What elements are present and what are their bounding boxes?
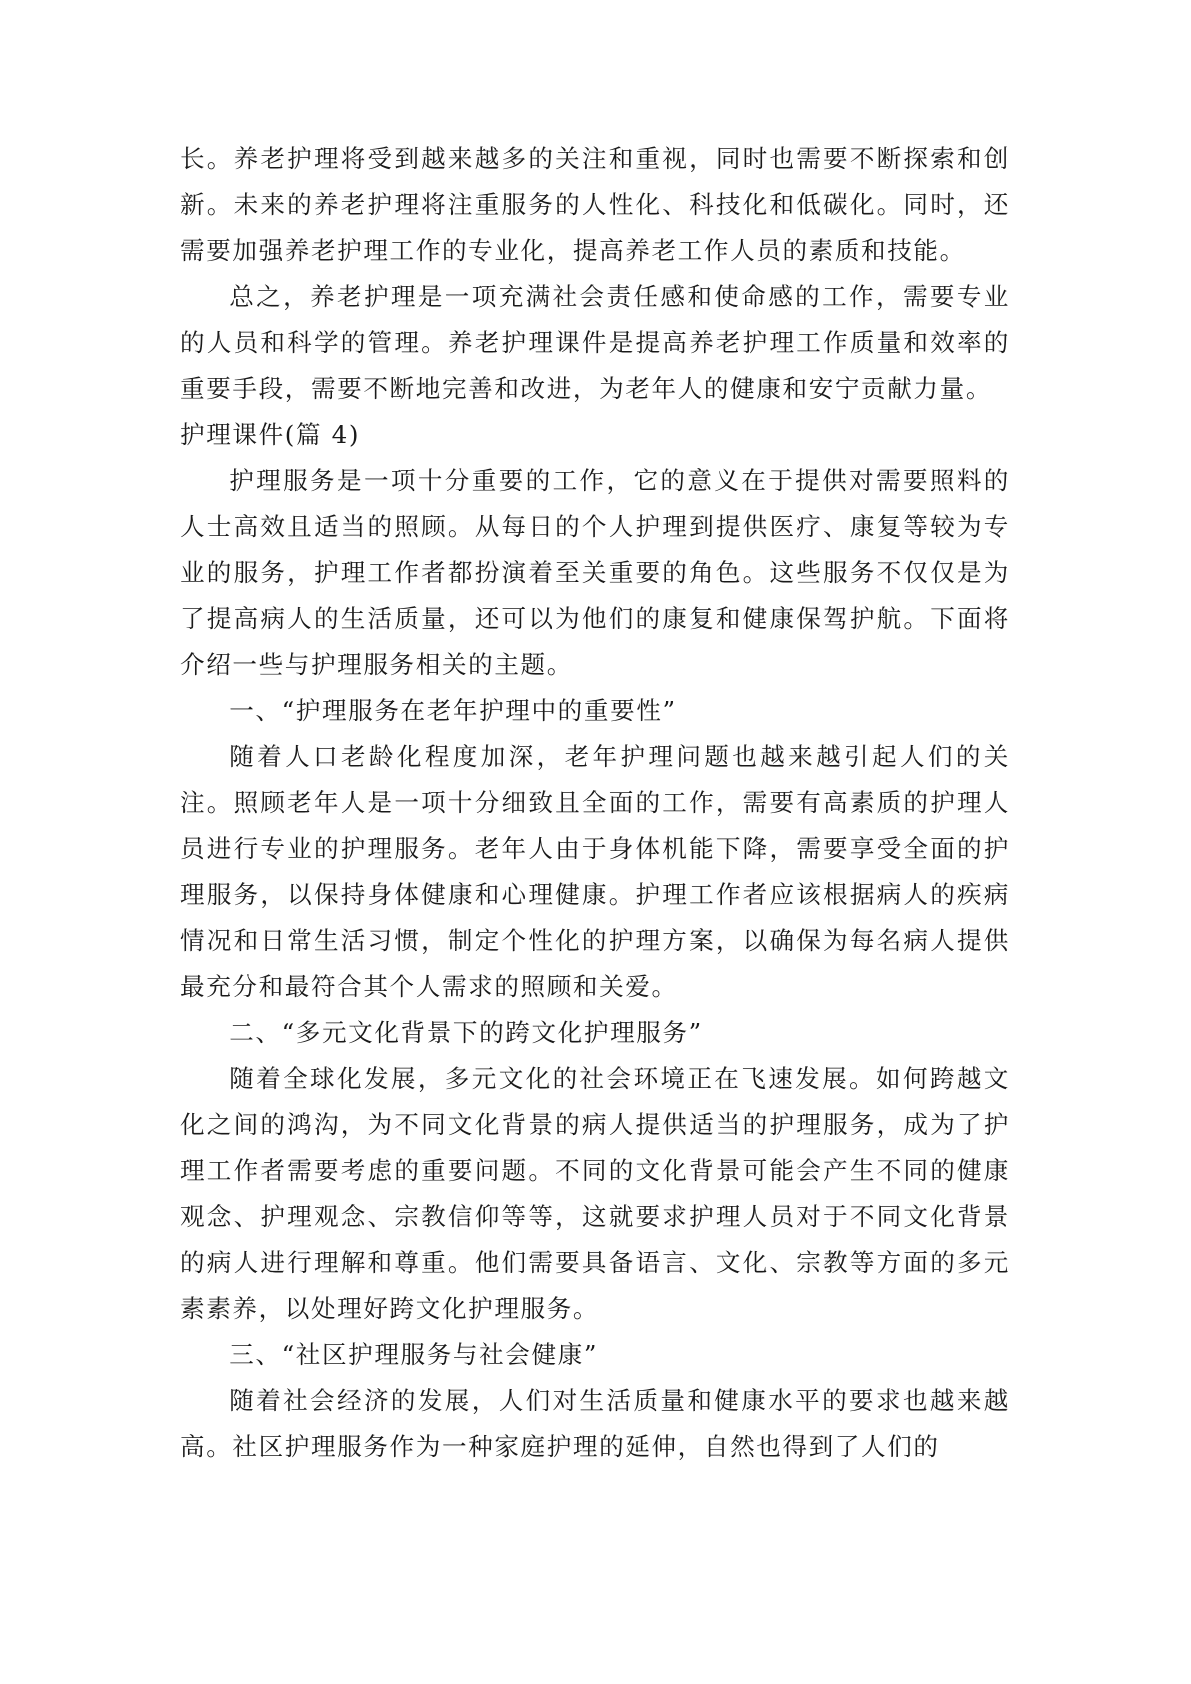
paragraph-intro: 护理服务是一项十分重要的工作，它的意义在于提供对需要照料的人士高效且适当的照顾。从每日的个人护理到提供医疗、康复等较为专业的服务，护理工作者都扮演着至关重要的角色。这些服务不仅仅是为了提高病人的生活质量，还可以为他们的康复和健康保驾护航。下面将介绍一些与护理服务相关的主题。 xyxy=(180,466,1010,679)
subheading-three: 三、“社区护理服务与社会健康” xyxy=(229,1340,599,1369)
paragraph-cross-cultural: 随着全球化发展，多元文化的社会环境正在飞速发展。如何跨越文化之间的鸿沟，为不同文化背景的病人提供适当的护理服务，成为了护理工作者需要考虑的重要问题。不同的文化背景可能会产生不同的健康观念、护理观念、宗教信仰等等，这就要求护理人员对于不同文化背景的病人进行理解和尊重。他们需要具备语言、文化、宗教等方面的多元素素养，以处理好跨文化护理服务。 xyxy=(180,1064,1010,1323)
subheading-one: 一、“护理服务在老年护理中的重要性” xyxy=(229,696,677,725)
paragraph-elderly-care: 随着人口老龄化程度加深，老年护理问题也越来越引起人们的关注。照顾老年人是一项十分细致且全面的工作，需要有高素质的护理人员进行专业的护理服务。老年人由于身体机能下降，需要享受全面的护理服务，以保持身体健康和心理健康。护理工作者应该根据病人的疾病情况和日常生活习惯，制定个性化的护理方案，以确保为每名病人提供最充分和最符合其个人需求的照顾和关爱。 xyxy=(180,742,1010,1001)
paragraph-community-care: 随着社会经济的发展，人们对生活质量和健康水平的要求也越来越高。社区护理服务作为一种家庭护理的延伸，自然也得到了人们的 xyxy=(180,1386,1010,1461)
paragraph-summary: 总之，养老护理是一项充满社会责任感和使命感的工作，需要专业的人员和科学的管理。养老护理课件是提高养老护理工作质量和效率的重要手段，需要不断地完善和改进，为老年人的健康和安宁贡献力量。 xyxy=(180,282,1010,403)
subheading-two: 二、“多元文化背景下的跨文化护理服务” xyxy=(229,1018,703,1047)
section-heading: 护理课件(篇 4) xyxy=(180,420,361,449)
document-body xyxy=(180,136,1010,1470)
paragraph-continuation: 长。养老护理将受到越来越多的关注和重视，同时也需要不断探索和创新。未来的养老护理将注重服务的人性化、科技化和低碳化。同时，还需要加强养老护理工作的专业化，提高养老工作人员的素质和技能。 xyxy=(180,144,1010,265)
